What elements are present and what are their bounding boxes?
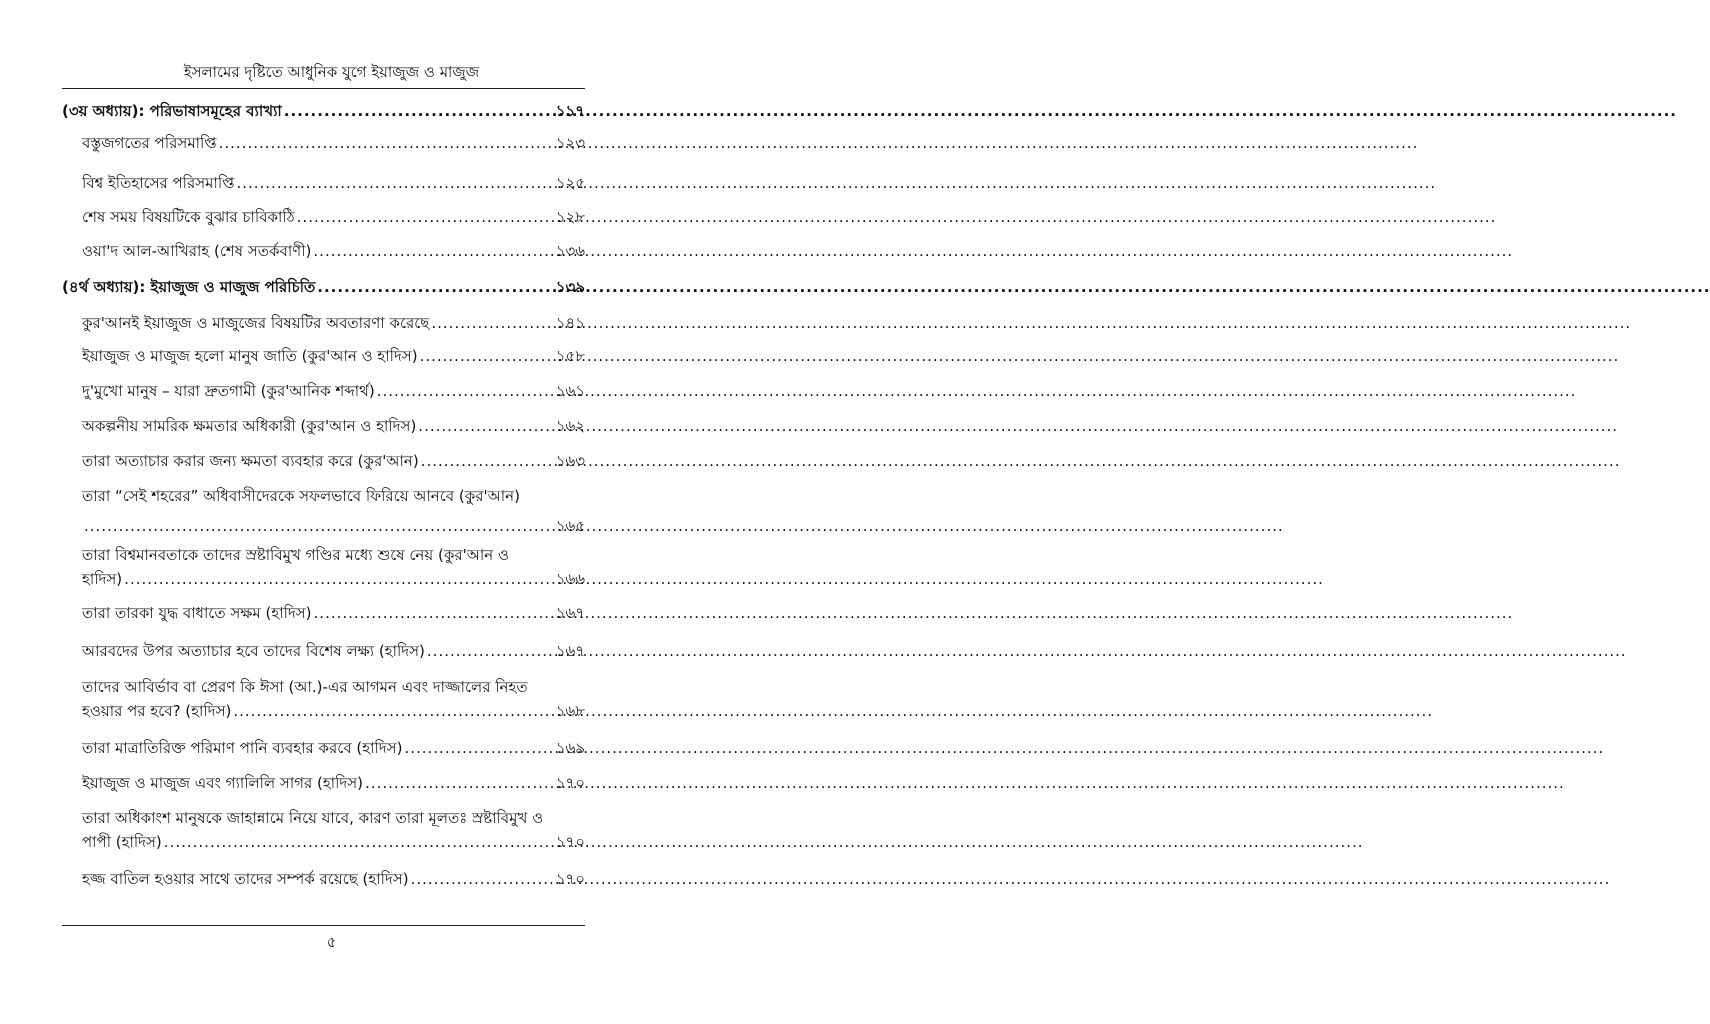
dot-leader xyxy=(377,380,554,402)
toc-title-line: তারা বিশ্বমানবতাকে তাদের স্রষ্টাবিমুখ গণ্ডির মধ্যে শুষে নেয় (কুর'আন ও xyxy=(82,546,509,564)
toc-title: হজ্জ বাতিল হওয়ার সাথে তাদের সম্পর্ক রয়েছে (হাদিস) xyxy=(82,870,409,888)
toc-page: ১৪১ xyxy=(555,314,585,332)
toc-page: ১৬৭ xyxy=(555,604,585,622)
toc-page: ১৬৫ xyxy=(555,517,585,535)
dot-leader xyxy=(84,515,554,537)
toc-entry[interactable] xyxy=(62,807,585,853)
toc-entry[interactable] xyxy=(62,132,585,154)
dot-leader xyxy=(418,415,553,437)
toc-title: আরবদের উপর অত্যাচার হবে তাদের বিশেষ লক্ষ্য (হাদিস) xyxy=(82,642,425,660)
toc-title: ইয়াজুজ ও মাজুজ হলো মানুষ জাতি (কুর'আন ও হাদিস) xyxy=(82,347,418,365)
toc-title: তারা মাত্রাতিরিক্ত পরিমাণ পানি ব্যবহার করবে (হাদিস) xyxy=(82,739,403,757)
toc-entry[interactable] xyxy=(62,868,585,890)
toc-title: কুর'আনই ইয়াজুজ ও মাজুজের বিষয়টির অবতারণা করেছে xyxy=(82,314,430,332)
toc-entry[interactable] xyxy=(62,206,585,228)
toc-title: শেষ সময় বিষয়টিকে বুঝার চাবিকাঠি xyxy=(82,208,295,226)
toc-chapter[interactable] xyxy=(62,276,585,298)
header-divider xyxy=(62,88,585,89)
toc-entry[interactable] xyxy=(62,312,585,334)
toc-page: ১৩৯ xyxy=(555,278,585,296)
dot-leader xyxy=(284,100,554,122)
toc-page: ১৬৮ xyxy=(555,702,585,720)
toc-page: ১৬৬ xyxy=(555,570,585,588)
dot-leader xyxy=(431,312,553,334)
toc-page: ১২৩ xyxy=(555,134,585,152)
toc-title: ওয়া'দ আল-আখিরাহ (শেষ সতর্কবাণী) xyxy=(82,242,312,260)
toc-entry[interactable] xyxy=(62,602,585,624)
toc-page: ১৬১ xyxy=(555,382,585,400)
dot-leader xyxy=(297,206,554,228)
toc-title: তারা তারকা যুদ্ধ বাধাতে সক্ষম (হাদিস) xyxy=(82,604,312,622)
dot-leader xyxy=(236,172,553,194)
dot-leader xyxy=(124,568,554,590)
toc-page: ১৬৭ xyxy=(555,642,585,660)
toc-entry[interactable] xyxy=(62,640,585,662)
dot-leader xyxy=(314,602,554,624)
toc-title: (৩য় অধ্যায়): পরিভাষাসমূহের ব্যাখ্যা xyxy=(62,102,282,120)
toc-entry[interactable] xyxy=(62,772,585,794)
dot-leader xyxy=(421,450,554,472)
footer-divider xyxy=(62,925,585,926)
toc-page: ১৬২ xyxy=(555,417,585,435)
dot-leader xyxy=(365,772,554,794)
dot-leader xyxy=(411,868,554,890)
toc-entry[interactable] xyxy=(62,544,585,590)
toc-title-line: তাদের আবির্ভাব বা প্রেরণ কি ঈসা (আ.)-এর আগমন এবং দাজ্জালের নিহত xyxy=(82,678,528,696)
toc-title: অকল্পনীয় সামরিক ক্ষমতার অধিকারী (কুর'আন ও হাদিস) xyxy=(82,417,417,435)
toc-page: ১২৮ xyxy=(555,208,585,226)
toc-page: ১২৫ xyxy=(555,174,585,192)
toc-entry[interactable] xyxy=(62,676,585,722)
page-number: ৫ xyxy=(326,933,337,951)
toc-page: ১৭০ xyxy=(555,774,585,792)
toc-title: হওয়ার পর হবে? (হাদিস) xyxy=(82,702,232,720)
toc-entry[interactable] xyxy=(62,415,585,437)
toc-page: ১৬৩ xyxy=(555,452,585,470)
toc-entry[interactable] xyxy=(62,380,585,402)
toc-title-line: তারা অধিকাংশ মানুষকে জাহান্নামে নিয়ে যাবে, কারণ তারা মূলতঃ স্রষ্টাবিমুখ ও xyxy=(82,809,544,827)
toc-page: ১৫৮ xyxy=(555,347,585,365)
toc-page: ১৭০ xyxy=(555,870,585,888)
toc-title: বস্তুজগতের পরিসমাপ্তি xyxy=(82,134,217,152)
toc-page: ১১৭ xyxy=(555,102,585,120)
toc-page: ১৩৬ xyxy=(555,242,585,260)
toc-title-line: তারা “সেই শহরের” অধিবাসীদেরকে সফলভাবে ফিরিয়ে আনবে (কুর'আন) xyxy=(82,487,520,505)
toc-entry[interactable] xyxy=(62,345,585,367)
toc-chapter[interactable] xyxy=(62,100,585,122)
dot-leader xyxy=(313,240,553,262)
toc-title: হাদিস) xyxy=(82,570,123,588)
toc-title: (৪র্থ অধ্যায়): ইয়াজুজ ও মাজুজ পরিচিতি xyxy=(62,278,316,296)
dot-leader xyxy=(164,831,554,853)
toc-entry[interactable] xyxy=(62,737,585,759)
toc-title: দু'মুখো মানুষ – যারা দ্রুতগামী (কুর'আনিক শব্দার্থ) xyxy=(82,382,375,400)
toc-page: ১৬৯ xyxy=(555,739,585,757)
toc-entry[interactable] xyxy=(62,172,585,194)
dot-leader xyxy=(219,132,554,154)
toc-entry[interactable] xyxy=(62,240,585,262)
dot-leader xyxy=(420,345,554,367)
dot-leader xyxy=(404,737,553,759)
dot-leader xyxy=(427,640,554,662)
toc-title: তারা অত্যাচার করার জন্য ক্ষমতা ব্যবহার করে (কুর'আন) xyxy=(82,452,419,470)
dot-leader xyxy=(233,700,553,722)
toc-entry[interactable] xyxy=(62,485,585,537)
running-header: ইসলামের দৃষ্টিতে আধুনিক যুগে ইয়াজুজ ও মাজুজ xyxy=(183,63,480,81)
toc-title: বিশ্ব ইতিহাসের পরিসমাপ্তি xyxy=(82,174,235,192)
toc-page: ১৭০ xyxy=(555,833,585,851)
toc-title: পাপী (হাদিস) xyxy=(82,833,162,851)
dot-leader xyxy=(317,276,554,298)
toc-entry[interactable] xyxy=(62,450,585,472)
toc-title: ইয়াজুজ ও মাজুজ এবং গ্যালিলি সাগর (হাদিস) xyxy=(82,774,364,792)
